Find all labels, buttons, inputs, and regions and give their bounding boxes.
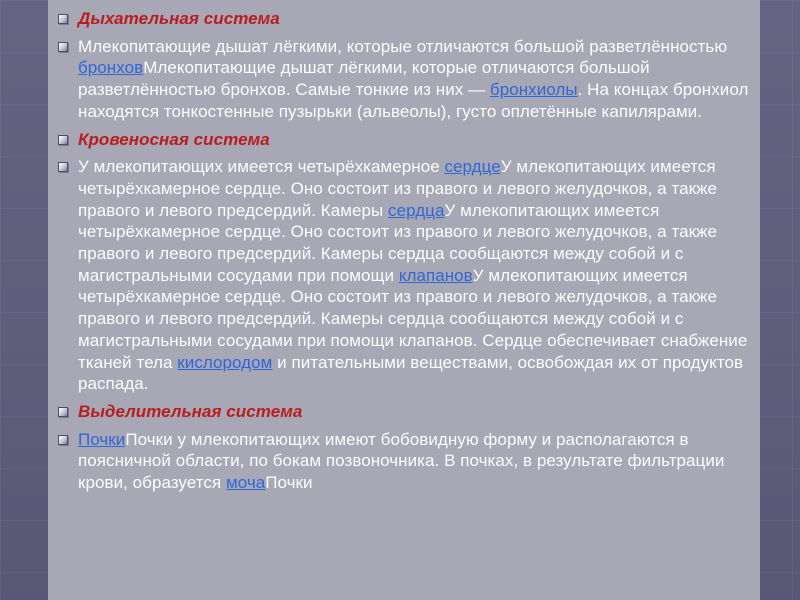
paragraph-text: Млекопитающие дышат лёгкими, которые отличаются большой разветлённостью xyxy=(78,36,728,56)
link-oxygen[interactable]: кислородом xyxy=(177,352,273,372)
paragraph-text: У млекопитающих имеется четырёхкамерное сердце. Оно состоит из правого и левого желудочков, а также правого и левого предсердий. Камеры xyxy=(78,157,718,220)
paragraph-text: Почки у млекопитающих имеют бобовидную форму и располагаются в поясничной области, по бокам позвоночника. В почках, в результате фильтрации крови, образуется xyxy=(78,429,725,493)
heading-respiratory-system xyxy=(58,8,758,30)
square-bullet-icon xyxy=(58,14,68,24)
square-bullet-icon xyxy=(58,162,68,172)
square-bullet-icon xyxy=(58,135,68,145)
section-heading: Выделительная система xyxy=(78,401,303,421)
link-bronchioles[interactable]: бронхиолы xyxy=(489,80,578,100)
link-heart-2[interactable]: сердца xyxy=(388,200,445,220)
section-heading: Кровеносная система xyxy=(78,129,270,149)
link-heart[interactable]: сердце xyxy=(444,157,501,177)
paragraph-text: Почки xyxy=(265,473,313,493)
link-urine[interactable]: моча xyxy=(225,473,266,493)
square-bullet-icon xyxy=(58,435,68,445)
slide-content xyxy=(58,8,758,600)
square-bullet-icon xyxy=(58,407,68,417)
paragraph-text: У млекопитающих имеется четырёхкамерное сердце. Оно состоит из правого и левого желудочков, а также правого и левого предсердий. Камеры сердца сообщаются между собой и с магистральными сосудами при помощи клапанов. Сердце обеспечивает снабжение тканей тела xyxy=(78,265,748,372)
paragraph-text: Млекопитающие дышат лёгкими, которые отличаются большой разветлённостью бронхов. Самые тонкие из них — xyxy=(78,58,650,100)
link-bronchi[interactable]: бронхов xyxy=(78,58,144,78)
paragraph-text: У млекопитающих имеется четырёхкамерное сердце. Оно состоит из правого и левого желудочков, а также правого и левого предсердий. Камеры сердца сообщаются между собой и с магистральными сосудами при помощи xyxy=(78,200,718,285)
paragraph-circulatory-system xyxy=(58,156,758,395)
link-kidneys[interactable]: Почки xyxy=(78,429,126,449)
paragraph-respiratory-system xyxy=(58,36,758,123)
section-heading: Дыхательная система xyxy=(78,9,280,28)
paragraph-excretory-system xyxy=(58,429,758,494)
heading-circulatory-system xyxy=(58,129,758,151)
square-bullet-icon xyxy=(58,42,68,52)
paragraph-text: и питательными веществами, освобождая их от продуктов распада. xyxy=(78,352,744,394)
link-valves[interactable]: клапанов xyxy=(398,265,473,285)
paragraph-text: У млекопитающих имеется четырёхкамерное xyxy=(78,157,445,177)
paragraph-text: . На концах бронхиол находятся тонкостенные пузырьки (альвеолы), густо оплетённые капилярами. xyxy=(78,80,749,121)
heading-excretory-system xyxy=(58,401,758,423)
